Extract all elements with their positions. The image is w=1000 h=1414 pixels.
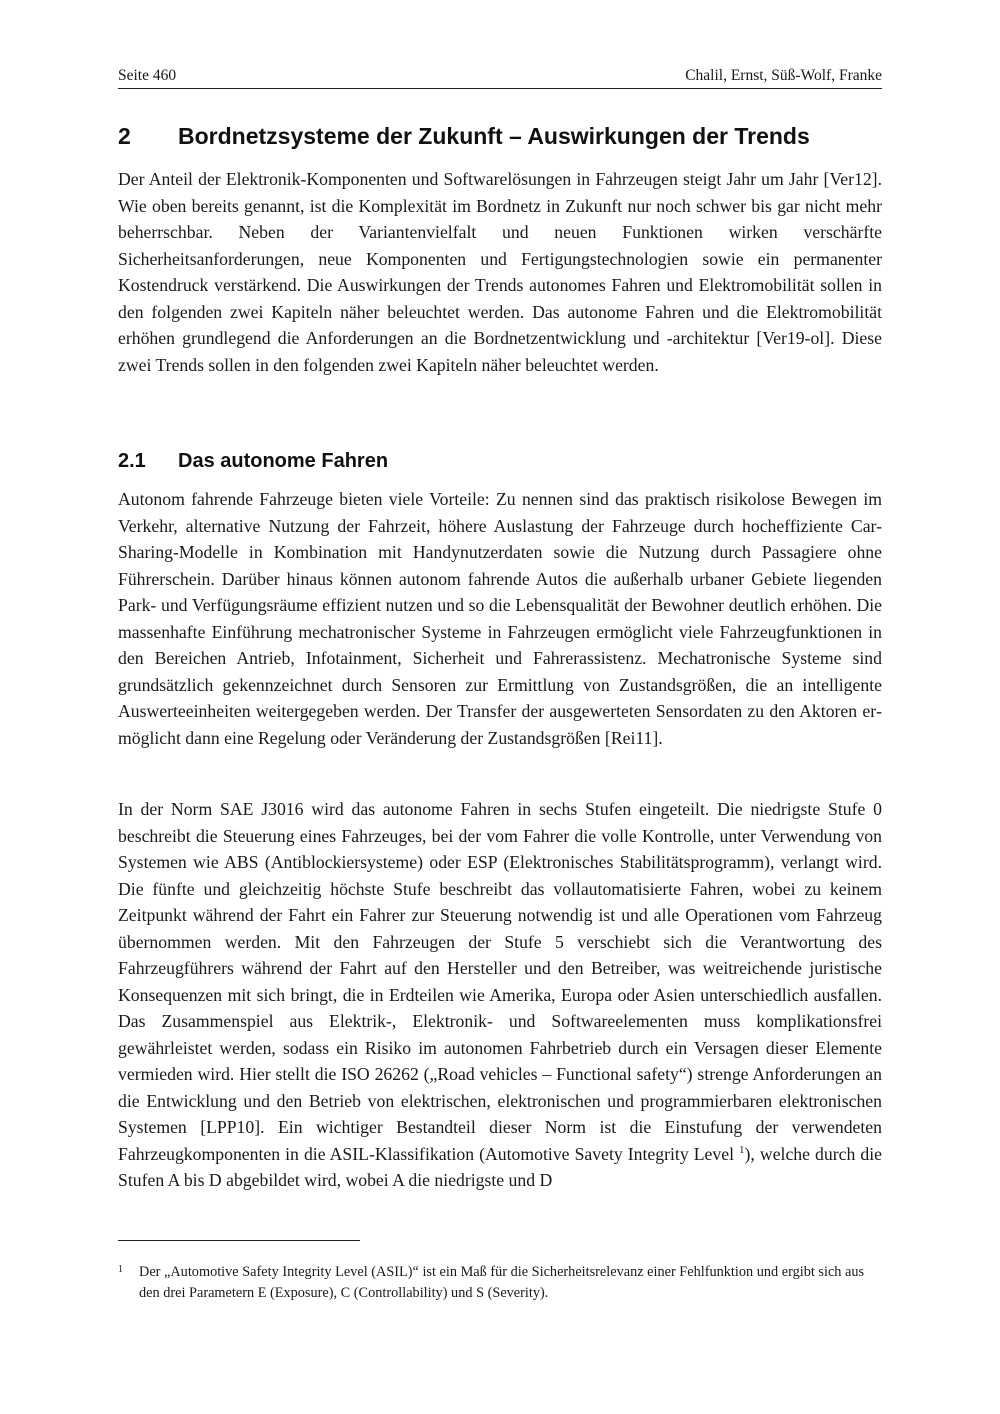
running-header [118, 66, 882, 89]
subsection-title: Das autonome Fahren [178, 450, 389, 472]
body-paragraph-1: Autonom fahrende Fahrzeuge bieten viele Vorteile: Zu nennen sind das praktisch risikolose Bewegen im Verkehr, alternative Nutzung der Fahrzeit, höhere Auslastung der Fahrzeuge durch hocheffiziente Car-Sharing-Modelle in Kombination mit Handynutzerdaten sowie die Nutzung durch Passagiere ohne Führerschein. Darüber hinaus können autonom fahrende Autos die außerhalb urbaner Gebiete liegenden Park- und Verfügungsräume effizient nutzen und so die Lebensqualität der Bewohner deutlich erhöhen. Die massenhafte Einführung mechatronischer Systeme in Fahrzeugen ermöglicht viele Fahrzeugfunktionen in den Bereichen Antrieb, Infotainment, Sicherheit und Fahrerassistenz. Mechatronische Systeme sind grundsätzlich gekennzeichnet durch Sensoren zur Ermittlung von Zustandsgrößen, die an intelligente Auswerteeinheiten weitergegeben werden. Der Transfer der ausgewerteten Sensordaten zu den Aktoren ermöglicht dann eine Regelung oder Veränderung der Zustandsgrößen [Rei11]. [118, 489, 882, 748]
footnote-divider [118, 1240, 360, 1241]
subsection-heading [118, 447, 882, 475]
footnote-mark: 1 [118, 1264, 123, 1275]
footnote-reference[interactable]: 1 [739, 1143, 745, 1156]
author-list: Chalil, Ernst, Süß-Wolf, Franke [685, 67, 882, 84]
page-number-label: Seite 460 [118, 67, 177, 84]
body-paragraph-2-text-b: ), welche durch die Stufen A bis D abgebildet wird, wobei A die niedrigste und D [118, 1143, 882, 1190]
body-paragraph-2-text-a: In der Norm SAE J3016 wird das autonome Fahren in sechs Stufen eingeteilt. Die niedrigste Stufe 0 beschreibt die Steuerung eines Fahrzeuges, bei der vom Fahrer die volle Kontrolle, unter Verwendung von Systemen wie ABS (Antiblockiersysteme) oder ESP (Elektronisches Stabilitätsprogramm), verlangt wird. Die fünfte und gleichzeitig höchste Stufe beschreibt das vollautomatisierte Fahren, wobei zu keinem Zeitpunkt während der Fahrt ein Fahrer zur Steuerung notwendig ist und alle Operationen vom Fahrzeug übernommen werden. Mit den Fahrzeugen der Stufe 5 verschiebt sich die Verantwortung des Fahrzeugführers während der Fahrt auf den Hersteller und den Betreiber, was weitreichende juristische Konsequenzen mit sich bringt, die in Erdteilen wie Amerika, Europa oder Asien unterschiedlich ausfallen. Das Zusammenspiel aus Elektrik-, Elektronik- und Softwareelementen muss komplikationsfrei gewährleistet werden, sodass ein Risiko im autonomen Fahrbetrieb durch ein Versagen dieser Elemente vermieden wird. Hier stellt die ISO 26262 („Road vehicles – Functional safety“) strenge Anforderungen an die Entwicklung und den Betrieb von elektrischen, elektronischen und programmierbaren elektronischen Systemen [LPP10]. Ein wichtiger Bestandteil dieser Norm ist die Einstufung der verwendeten Fahrzeugkomponenten in die ASIL-Klassifikation (Automotive Savety Integrity Level [118, 799, 882, 1164]
section-intro-paragraph: Der Anteil der Elektronik-Komponenten und Softwarelösungen in Fahrzeugen steigt Jahr um Jahr [Ver12]. Wie oben bereits genannt, ist die Komplexität im Bordnetz in Zukunft nur noch schwer bis gar nicht mehr beherrschbar. Neben der Variantenvielfalt und neuen Funktionen wirken verschärfte Sicherheitsanforderungen, neue Komponenten und Fertigungstechnologien sowie ein permanenter Kostendruck verstärkend. Die Auswirkungen der Trends autonomes Fahren und Elektromobilität sollen in den folgenden zwei Kapiteln näher beleuchtet werden. Das autonome Fahren und die Elektromobilität erhöhen grundlegend die Anforderungen an die Bordnetzentwicklung und -architektur [Ver19-ol]. Diese zwei Trends sollen in den folgenden zwei Kapiteln näher beleuchtet werden. [118, 169, 882, 375]
subsection-number: 2.1 [118, 450, 146, 472]
section-title: Bordnetzsysteme der Zukunft – Auswirkungen der Trends [178, 123, 810, 149]
footnote-text: Der „Automotive Safety Integrity Level (ASIL)“ ist ein Maß für die Sicherheitsrelevanz einer Fehlfunktion und ergibt sich aus den drei Parametern E (Exposure), C (Controllability) und S (Severity). [139, 1264, 865, 1301]
section-heading [118, 120, 882, 152]
section-number: 2 [118, 123, 131, 149]
footnote [118, 1262, 882, 1304]
body-paragraph-2 [118, 796, 882, 1194]
